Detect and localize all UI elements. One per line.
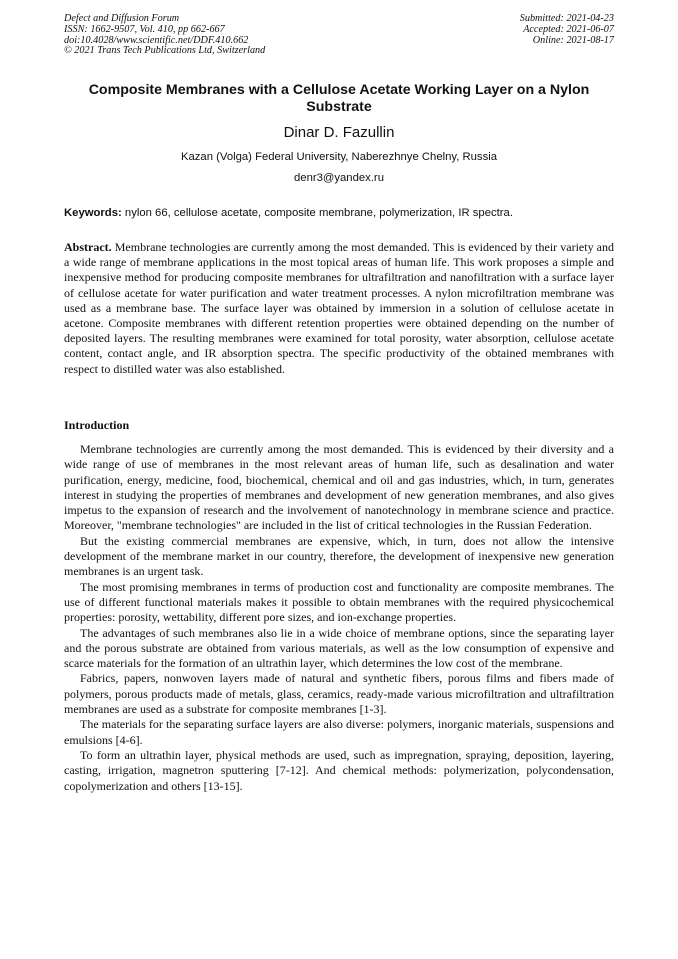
date-online: Online: 2021-08-17 bbox=[532, 34, 614, 46]
journal-issn: ISSN: 1662-9507, Vol. 410, pp 662-667 bbox=[64, 23, 225, 35]
paragraph: Fabrics, papers, nonwoven layers made of natural and synthetic fibers, porous films and fibers made of polymers, porous products made of metals, glass, ceramics, ready-made various microfiltration and ultrafiltration membranes are used as a substrate for composite membranes [1-3]. bbox=[64, 671, 614, 717]
author-affiliation: Kazan (Volga) Federal University, Naberezhnye Chelny, Russia bbox=[180, 151, 498, 163]
author-email: denr3@yandex.ru bbox=[294, 172, 384, 184]
journal-doi: doi:10.4028/www.scientific.net/DDF.410.662 bbox=[64, 34, 249, 46]
paragraph: The most promising membranes in terms of production cost and functionality are composite membranes. The use of different functional materials makes it possible to obtain membranes with the required physicochemical properties: porosity, wettability, different pore sizes, and ion-exchange properties. bbox=[64, 579, 614, 625]
abstract-text: Membrane technologies are currently among the most demanded. This is evidenced by their variety and a wide range of membrane applications in the most topical areas of human life. This work proposes a simple and inexpensive method for producing composite membranes for ultrafiltration and nanofiltration with a surface layer of cellulose acetate for water purification and water treatment processes. A nylon microfiltration membrane was used as a membrane base. The surface layer was obtained by immersion in a solution of cellulose acetate in acetone. Composite membranes with different retention properties were obtained depending on the number of deposited layers. The resulting membranes were examined for total porosity, water absorption, cellulose acetate content, contact angle, and IR absorption spectra. The specific productivity of the obtained membranes with respect to distilled water was also established. bbox=[64, 240, 615, 376]
section-heading-introduction: Introduction bbox=[64, 418, 130, 432]
abstract bbox=[64, 240, 614, 377]
paragraph: The materials for the separating surface layers are also diverse: polymers, inorganic materials, suspensions and emulsions [4-6]. bbox=[64, 717, 614, 747]
keywords-text: nylon 66, cellulose acetate, composite membrane, polymerization, IR spectra. bbox=[124, 207, 513, 219]
paragraph: The advantages of such membranes also lie in a wide choice of membrane options, since the separating layer and the porous substrate are obtained from various materials, as well as the low consumption of expensive and scarce materials for the formation of an ultrathin layer, which determines the low cost of the membrane. bbox=[64, 625, 614, 671]
paragraph: Membrane technologies are currently among the most demanded. This is evidenced by their diversity and a wide range of use of membranes in the most relevant areas of human life, such as desalination and water purification, energy, medicine, food, biochemical, chemical and oil and gas industries, which, in turn, generates interest in studying the properties of membranes and development of new generation membranes, and also gives impetus to the expansion of research and the involvement of nanotechnology in membrane science and practice. Moreover, "membrane technologies" are included in the list of critical technologies in the Russian Federation. bbox=[64, 442, 614, 533]
journal-name: Defect and Diffusion Forum bbox=[64, 13, 180, 24]
paragraph: To form an ultrathin layer, physical methods are used, such as impregnation, spraying, deposition, layering, casting, irrigation, magnetron sputtering [7-12]. And chemical methods: polymerization, polycondensation, copolymerization and others [13-15]. bbox=[64, 747, 614, 793]
abstract-label: Abstract. bbox=[64, 240, 112, 254]
journal-info bbox=[64, 14, 265, 57]
keywords bbox=[64, 206, 614, 220]
paper-title: Composite Membranes with a Cellulose Acetate Working Layer on a Nylon Substrate bbox=[88, 82, 590, 115]
date-accepted: Accepted: 2021-06-07 bbox=[523, 23, 614, 35]
author-name: Dinar D. Fazullin bbox=[283, 124, 395, 141]
keywords-label: Keywords: bbox=[64, 207, 122, 219]
date-submitted: Submitted: 2021-04-23 bbox=[519, 13, 614, 24]
introduction-body bbox=[64, 442, 614, 794]
journal-copyright: © 2021 Trans Tech Publications Ltd, Switzerland bbox=[64, 45, 266, 57]
submission-dates bbox=[520, 14, 614, 46]
paragraph: But the existing commercial membranes are expensive, which, in turn, does not allow the intensive development of the membrane market in our country, therefore, the development of inexpensive new generation membranes is an urgent task. bbox=[64, 533, 614, 579]
